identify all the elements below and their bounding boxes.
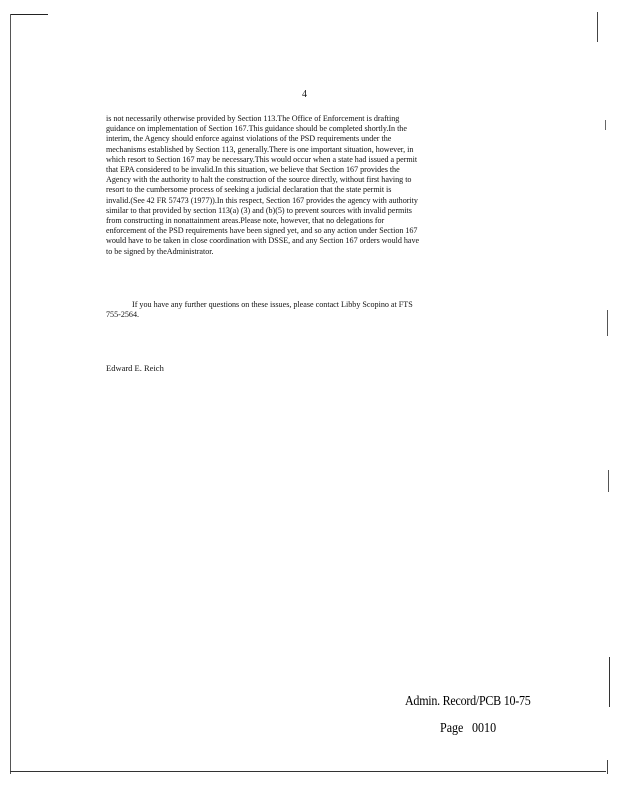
body-line: mechanisms established by Section 113, generally.There is one important situation, however, in: [106, 144, 414, 154]
body-line: interim, the Agency should enforce against violations of the PSD requirements under the: [106, 134, 392, 144]
body-line: is not necessarily otherwise provided by Section 113.The Office of Enforcement is drafting: [106, 114, 400, 123]
body-line: from constructing in nonattainment areas.Please note, however, that no delegations for: [106, 216, 385, 226]
scan-mark: [597, 12, 598, 42]
body-line: to be signed by theAdministrator.: [106, 246, 214, 256]
scan-border-bottom: [10, 771, 606, 772]
admin-record-stamp: Admin. Record/PCB 10-75: [405, 694, 531, 709]
page-stamp-label: Page: [440, 721, 464, 736]
page-number: 4: [302, 89, 307, 100]
body-line: would have to be taken in close coordination with DSSE, and any Section 167 orders would have: [106, 236, 420, 246]
body-line: that EPA considered to be invalid.In this situation, we believe that Section 167 provides the: [106, 165, 400, 175]
body-line: enforcement of the PSD requirements have been signed yet, and so any action under Section 167: [106, 226, 418, 236]
body-line: guidance on implementation of Section 167.This guidance should be completed shortly.In the: [106, 124, 407, 134]
scan-border-top: [10, 14, 48, 15]
scan-mark: [605, 120, 606, 130]
body-line: Agency with the authority to halt the construction of the source directly, without first having to: [106, 175, 412, 185]
closing-line: If you have any further questions on these issues, please contact Libby Scopino at FTS: [132, 300, 413, 309]
signature-name: Edward E. Reich: [106, 363, 164, 373]
body-line: which resort to Section 167 may be necessary.This would occur when a state had issued a permit: [106, 154, 418, 164]
scan-mark: [608, 470, 609, 492]
scan-mark: [607, 760, 608, 774]
closing-line: 755-2564.: [106, 310, 140, 320]
body-line: resort to the cumbersome process of seeking a judicial declaration that the state permit is: [106, 185, 392, 195]
scan-border-left: [10, 14, 11, 774]
body-paragraph: [106, 114, 518, 257]
page-stamp: [440, 721, 496, 737]
page-stamp-number: 0010: [472, 721, 497, 736]
body-line: invalid.(See 42 FR 57473 (1977)).In this respect, Section 167 provides the agency with authority: [106, 195, 418, 205]
body-line: similar to that provided by section 113(a) (3) and (b)(5) to prevent sources with invalid permits: [106, 205, 412, 215]
scan-mark: [607, 310, 608, 336]
scan-mark: [609, 657, 610, 707]
closing-paragraph: [106, 300, 518, 320]
